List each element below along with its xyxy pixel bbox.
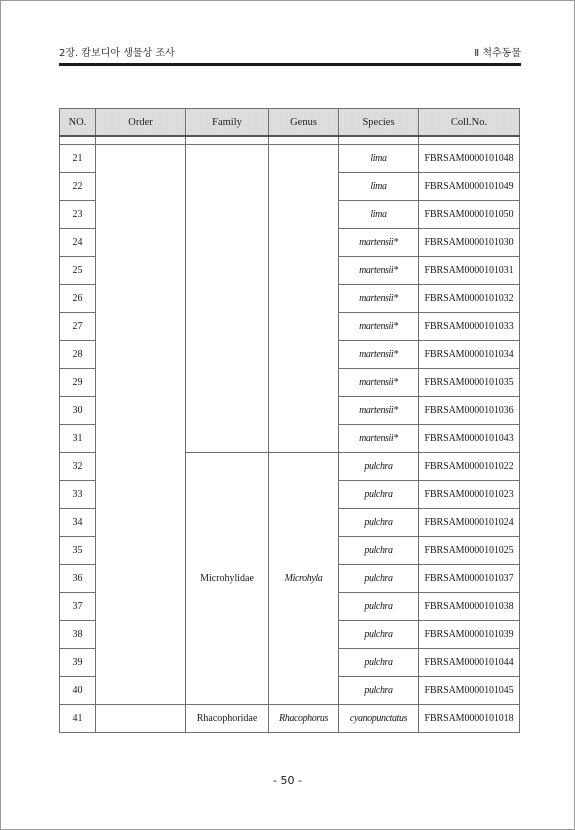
- chapter-title: 2장. 캄보디아 생물상 조사: [59, 48, 175, 59]
- row-number: 36: [60, 565, 96, 593]
- row-number: 27: [60, 313, 96, 341]
- collection-number-cell: FBRSAM0000101025: [419, 537, 520, 565]
- species-cell: martensii*: [339, 397, 419, 425]
- page-number: - 50 -: [273, 774, 302, 787]
- collection-number-cell: FBRSAM0000101036: [419, 397, 520, 425]
- row-number: 22: [60, 173, 96, 201]
- collection-number-cell: FBRSAM0000101037: [419, 565, 520, 593]
- row-number: 26: [60, 285, 96, 313]
- collection-number-cell: FBRSAM0000101050: [419, 201, 520, 229]
- species-cell: martensii*: [339, 425, 419, 453]
- species-cell: martensii*: [339, 229, 419, 257]
- row-number: 41: [60, 705, 96, 733]
- order-cell: [96, 705, 186, 733]
- family-cell: Rhacophoridae: [186, 705, 269, 733]
- species-cell: pulchra: [339, 621, 419, 649]
- row-number: 21: [60, 145, 96, 173]
- header-rule: [59, 63, 521, 66]
- collection-number-cell: FBRSAM0000101032: [419, 285, 520, 313]
- row-number: 24: [60, 229, 96, 257]
- species-cell: pulchra: [339, 565, 419, 593]
- species-cell: pulchra: [339, 537, 419, 565]
- species-cell: martensii*: [339, 257, 419, 285]
- header-spacer-row: [60, 136, 520, 145]
- collection-number-cell: FBRSAM0000101049: [419, 173, 520, 201]
- table-header-row: [60, 109, 520, 137]
- species-cell: pulchra: [339, 649, 419, 677]
- running-header: [59, 47, 521, 61]
- collection-number-cell: FBRSAM0000101024: [419, 509, 520, 537]
- collection-number-cell: FBRSAM0000101030: [419, 229, 520, 257]
- family-cell: Microhylidae: [186, 453, 269, 705]
- table-row: [60, 145, 520, 173]
- row-number: 23: [60, 201, 96, 229]
- family-cell: [186, 145, 269, 453]
- species-cell: pulchra: [339, 509, 419, 537]
- row-number: 31: [60, 425, 96, 453]
- collection-number-cell: FBRSAM0000101031: [419, 257, 520, 285]
- species-cell: cyanopunctatus: [339, 705, 419, 733]
- row-number: 25: [60, 257, 96, 285]
- collection-number-cell: FBRSAM0000101033: [419, 313, 520, 341]
- collection-number-cell: FBRSAM0000101035: [419, 369, 520, 397]
- order-cell: [96, 145, 186, 705]
- row-number: 39: [60, 649, 96, 677]
- species-cell: martensii*: [339, 369, 419, 397]
- species-cell: lima: [339, 201, 419, 229]
- column-header-no: NO.: [60, 109, 96, 137]
- species-cell: lima: [339, 145, 419, 173]
- species-cell: martensii*: [339, 313, 419, 341]
- row-number: 35: [60, 537, 96, 565]
- species-cell: martensii*: [339, 285, 419, 313]
- column-header-order: Order: [96, 109, 186, 137]
- specimen-table: [59, 108, 520, 733]
- row-number: 28: [60, 341, 96, 369]
- row-number: 29: [60, 369, 96, 397]
- genus-cell: Microhyla: [269, 453, 339, 705]
- collection-number-cell: FBRSAM0000101039: [419, 621, 520, 649]
- collection-number-cell: FBRSAM0000101022: [419, 453, 520, 481]
- row-number: 30: [60, 397, 96, 425]
- column-header-family: Family: [186, 109, 269, 137]
- species-cell: pulchra: [339, 677, 419, 705]
- row-number: 33: [60, 481, 96, 509]
- collection-number-cell: FBRSAM0000101043: [419, 425, 520, 453]
- species-cell: lima: [339, 173, 419, 201]
- collection-number-cell: FBRSAM0000101045: [419, 677, 520, 705]
- collection-number-cell: FBRSAM0000101034: [419, 341, 520, 369]
- genus-cell: [269, 145, 339, 453]
- row-number: 38: [60, 621, 96, 649]
- collection-number-cell: FBRSAM0000101044: [419, 649, 520, 677]
- row-number: 32: [60, 453, 96, 481]
- row-number: 40: [60, 677, 96, 705]
- row-number: 34: [60, 509, 96, 537]
- column-header-species: Species: [339, 109, 419, 137]
- species-cell: pulchra: [339, 453, 419, 481]
- collection-number-cell: FBRSAM0000101023: [419, 481, 520, 509]
- species-cell: pulchra: [339, 593, 419, 621]
- row-number: 37: [60, 593, 96, 621]
- column-header-genus: Genus: [269, 109, 339, 137]
- column-header-coll-no: Coll.No.: [419, 109, 520, 137]
- species-cell: martensii*: [339, 341, 419, 369]
- genus-cell: Rhacophorus: [269, 705, 339, 733]
- collection-number-cell: FBRSAM0000101038: [419, 593, 520, 621]
- section-title: Ⅱ 척추동물: [474, 48, 521, 59]
- species-cell: pulchra: [339, 481, 419, 509]
- table-row: [60, 705, 520, 733]
- collection-number-cell: FBRSAM0000101018: [419, 705, 520, 733]
- collection-number-cell: FBRSAM0000101048: [419, 145, 520, 173]
